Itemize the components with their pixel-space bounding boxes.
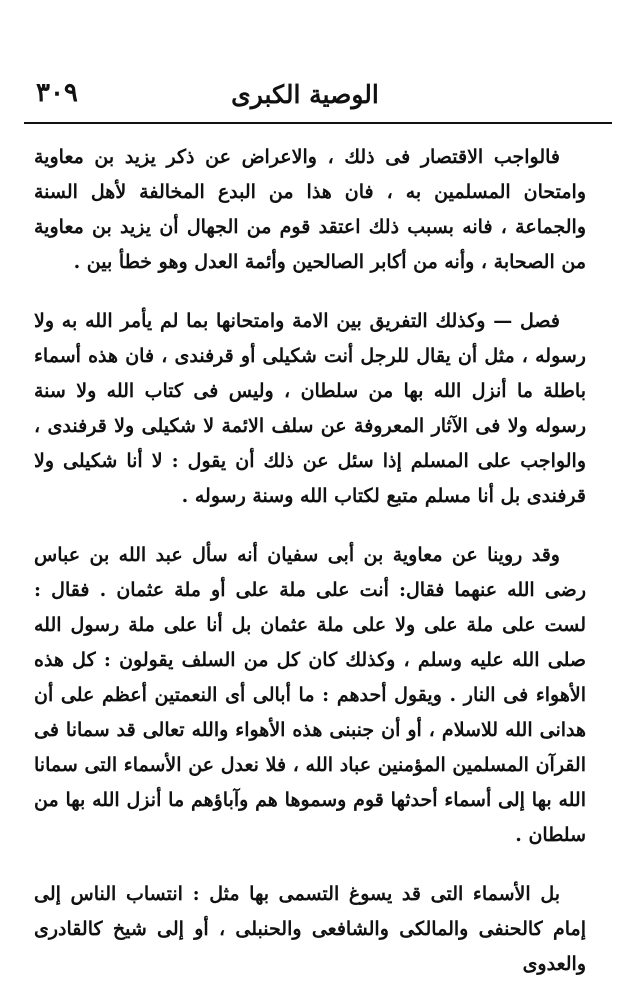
paragraph-2: فصل — وكذلك التفريق بين الامة وامتحانها بما لم يأمر الله به ولا رسوله ، مثل أن يقال للرجل أنت شكيلى أو قرفندى ، فان هذه أسماء باطلة ما أنزل الله بها من سلطان ، وليس فى كتاب الله ولا سنة رسوله ولا فى الآثار المعروفة عن سلف الائمة لا شكيلى ولا قرفندى ، والواجب على المسلم إذا سئل عن ذلك أن يقول : لا أنا شكيلى ولا قرفندى بل أنا مسلم متبع لكتاب الله وسنة رسوله . bbox=[34, 310, 586, 507]
running-title: الوصية الكبرى bbox=[231, 80, 379, 109]
page-header bbox=[30, 78, 580, 118]
paragraph-4: بل الأسماء التى قد يسوغ التسمى بها مثل : انتساب الناس إلى إمام كالحنفى والمالكى والشافعى والحنبلى ، أو إلى شيخ كالقادرى والعدوى bbox=[34, 883, 586, 975]
body-text bbox=[34, 140, 586, 982]
page-number: ٣٠٩ bbox=[36, 78, 78, 108]
paragraph-1: فالواجب الاقتصار فى ذلك ، والاعراض عن ذكر يزيد بن معاوية وامتحان المسلمين به ، فان هذا من البدع المخالفة لأهل السنة والجماعة ، فانه بسبب ذلك اعتقد قوم من الجهال أن يزيد بن معاوية من الصحابة ، وأنه من أكابر الصالحين وأئمة العدل وهو خطأ بين . bbox=[34, 146, 586, 273]
header-rule bbox=[24, 122, 612, 124]
paragraph-3: وقد روينا عن معاوية بن أبى سفيان أنه سأل عبد الله بن عباس رضى الله عنهما فقال: أنت على ملة على أو ملة عثمان . فقال : لست على ملة على ولا على ملة عثمان بل أنا على ملة رسول الله صلى الله عليه وسلم ، وكذلك كان كل من السلف يقولون : كل هذه الأهواء فى النار . ويقول أحدهم : ما أبالى أى النعمتين أعظم على أن هدانى الله للاسلام ، أو أن جنبنى هذه الأهواء والله تعالى قد سمانا فى القرآن المسلمين المؤمنين عباد الله ، فلا نعدل عن الأسماء التى سمانا الله بها إلى أسماء أحدثها قوم وسموها هم وآباؤهم ما أنزل الله بها من سلطان . bbox=[34, 544, 586, 846]
